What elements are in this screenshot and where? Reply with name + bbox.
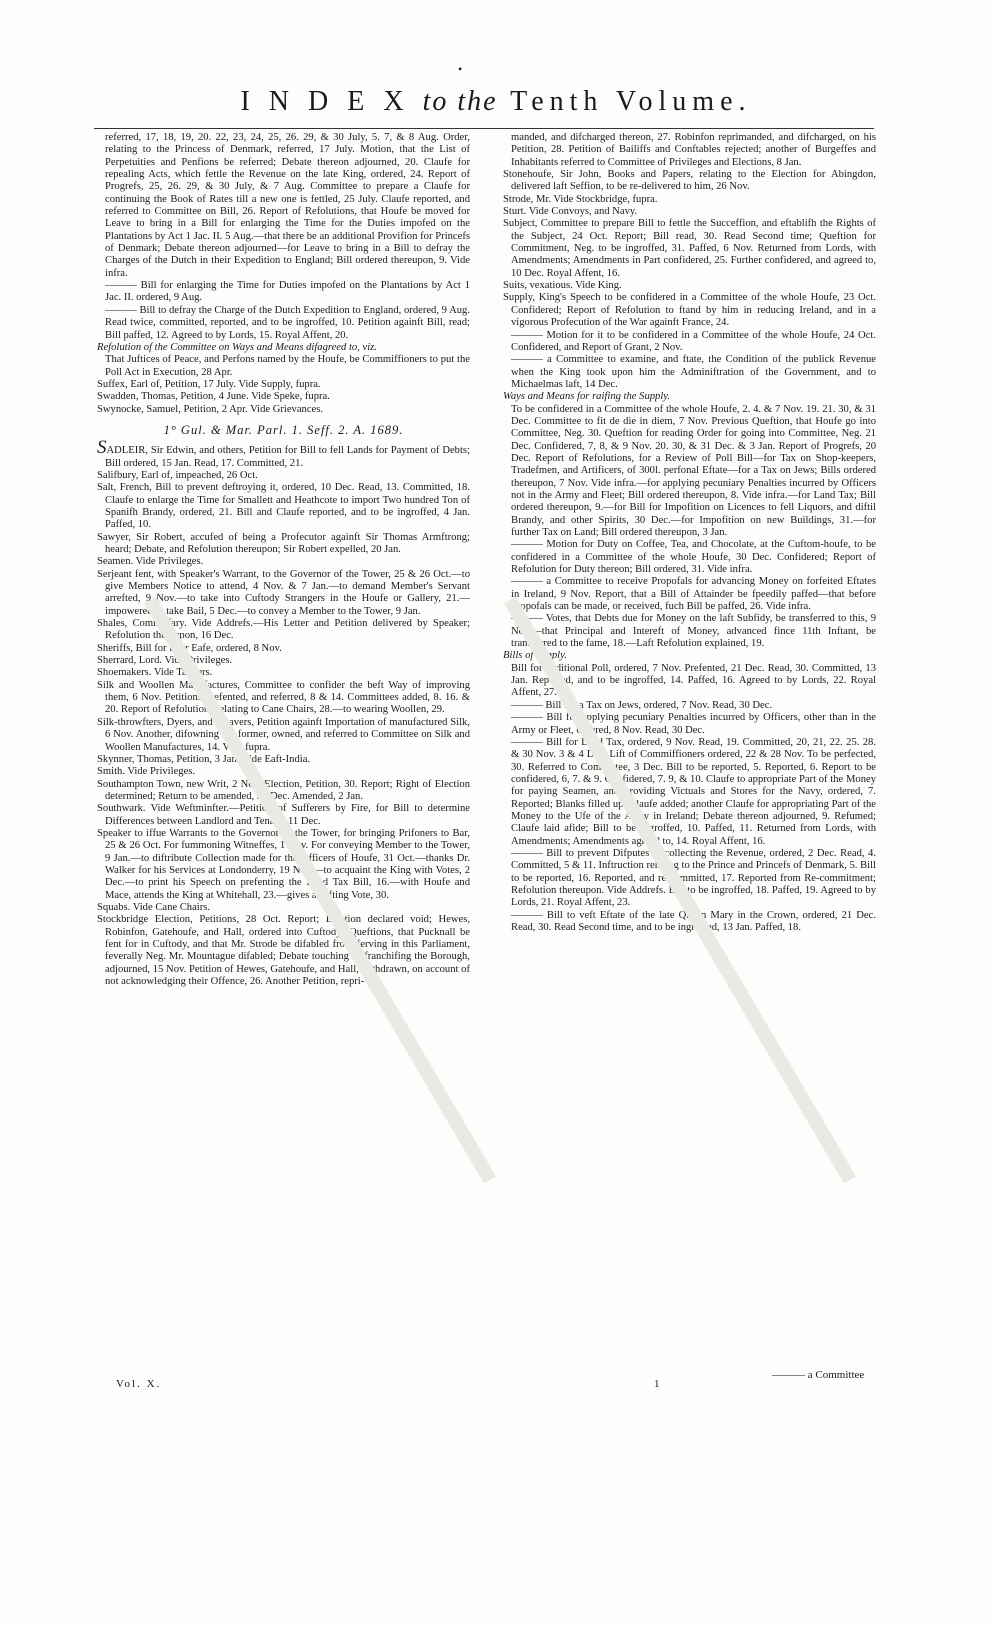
index-entry: Stonehoufe, Sir John, Books and Papers, relating to the Election for Abingdon, delivered laft Seffion, to be re-delivered to him, 26 Nov. (503, 169, 876, 193)
index-entry: ——— Motion for Duty on Coffee, Tea, and Chocolate, at the Cuftom-houfe, to be confidered in a Committee of the whole Houfe, 30 Dec. Confidered; Report of Refolution for Duty thereon; Bill ordered, 31. Vide infra. (511, 539, 876, 576)
index-entry: Suits, vexatious. Vide King. (503, 280, 622, 292)
index-entry: ——— Bill to veft Eftate of the late Queen Mary in the Crown, ordered, 21 Dec. Read, 30. Read Second time, and to be ingroffed, 13 Jan. Paffed, 18. (511, 909, 876, 933)
index-entry: manded, and difcharged thereon, 27. Robinfon reprimanded, and difcharged, on his Petition, 28. Petition of Bailiffs and Conftables rejected; another of Burgeffes and Inhabitants referred to Committee of Privileges and Elections, 8 Jan. (511, 132, 876, 168)
index-entry: ——— Bill for Land Tax, ordered, 9 Nov. Read, 19. Committed, 20, 21, 22. 25. 28. & 30 Nov. 3 & 4 Dec. Lift of Commiffioners ordered, 22 & 28 Nov. To be perfected, 30. Referred to Committee, 3 Dec. Bill to be reported, 5. Reported, 6. Report to be confidered, 6, 7. & 9. Confidered, 7. 9, & 10. Claufe to appropriate Part of the Money for paying Seamen, and providing Victuals and Stores for the Navy, ordered, 7. Reported; Blanks filled up; Claufe added; another Claufe for appropriating Part of the Money to the Ufe of the Army in Ireland; Debate thereon adjourned, 9. Refumed; Claufe laid afide; Bill to be ingroffed, 10. Paffed, 11. Returned from Lords, with Amendments; Amendments agreed to, 14. Royal Affent, 16. (511, 736, 876, 847)
index-entry: Swadden, Thomas, Petition, 4 June. Vide Speke, fupra. (97, 391, 330, 403)
index-entry: ——— a Committee to examine, and ftate, the Condition of the publick Revenue when the King took upon him the Adminiftration of the Government, and to Michaelmas laft, 14 Dec. (511, 354, 876, 390)
index-entry: Southwark. Vide Weftminfter.—Petition of Sufferers by Fire, for Bill to determine Differences between Landlord and Tenant, 11 Dec. (97, 803, 470, 827)
index-entry: Salt, French, Bill to prevent deftroying it, ordered, 10 Dec. Read, 13. Committed, 18. Claufe to enlarge the Time for Smallett and Heathcote to import Two hundred Ton of Spanifh Brandy, ordered, 21. Bill and Claufe reported, and to be ingroffed, 4 Jan. Paffed, 10. (97, 482, 470, 531)
right-column (503, 132, 876, 934)
index-entry: ——— Bill for applying pecuniary Penalties incurred by Officers, other than in the Army or Fleet, ordered, 8 Nov. Read, 30 Dec. (511, 712, 876, 736)
index-entry: ——— Votes, that Debts due for Money on the laft Subfidy, be transferred to this, 9 Nov.—that Principal and Intereft of Money, advanced fince 11th Inftant, be transferred to the fame, 18.—Laft Refolution explained, 19. (511, 613, 876, 650)
index-entry: Squabs. Vide Cane Chairs. (97, 901, 211, 913)
index-entry-text: ADLEIR, Sir Edwin, and others, Petition for Bill to fell Lands for Payment of Debts; Bill ordered, 15 Jan. Read, 17. Committed, 21. (105, 445, 470, 469)
index-entry: ——— Bill for a Tax on Jews, ordered, 7 Nov. Read, 30 Dec. (511, 699, 773, 711)
header-rule (94, 128, 874, 129)
index-entry: Sturt. Vide Convoys, and Navy. (503, 206, 638, 218)
index-entry: Silk-throwfters, Dyers, and Weavers, Petition againft Importation of manufactured Silk, 6 Nov. Another, difowning the former, owned, and referred to Committee on Silk and Woollen Manufactures, 14. Vide fupra. (97, 716, 470, 753)
index-entry: Supply, King's Speech to be confidered in a Committee of the whole Houfe, 23 Oct. Confidered; Report of Refolution to ftand by him in reducing Ireland, and in a vigorous Profecution of the War againft France, 24. (503, 292, 876, 329)
index-entry: ——— Bill for enlarging the Time for Duties impofed on the Plantations by Act 1 Jac. II. ordered, 9 Aug. (105, 280, 470, 304)
index-entry: That Juftices of Peace, and Perfons named by the Houfe, be Commiffioners to put the Poll Act in Execution, 28 Apr. (105, 354, 470, 378)
index-entry: Subject, Committee to prepare Bill to fettle the Succeffion, and eftablifh the Rights of the Subject, 24 Oct. Report; Bill read, 30. Read Second time; Queftion for Commitment, Neg. to be ingroffed, 31. Paffed, 6 Nov. Returned from Lords, with Amendments; Amendments in Part confidered, 25. Further confidered, and agreed to, 10 Dec. Royal Affent, 16. (503, 218, 876, 279)
page-mark: • (458, 62, 463, 76)
index-entry: Swynocke, Samuel, Petition, 2 Apr. Vide Grievances. (97, 403, 324, 415)
signature-mark: 1 (654, 1378, 660, 1390)
page-title (0, 86, 992, 118)
index-entry: Speaker to iffue Warrants to the Governor of the Tower, for bringing Prifoners to Bar, 25 & 26 Oct. For fummoning Witneffes, 1 Nov. For conveying Member to the Tower, 9 Jan.—to diftribute Collection made for the Officers of Houfe, 31 Oct.—thanks Dr. Walker for his Services at Londonderry, 19 Nov.—to acquaint the King with Votes, 2 Dec.—to print his Speech on prefenting the Land Tax Bill, 16.—with Houfe and Mace, attends the King at Whitehall, 23.—gives a cafting Vote, 30. (97, 827, 470, 901)
index-entry: Silk and Woollen Manufactures, Committee to confider the beft Way of improving them, 6 Nov. Petitions prefented, and referred, 8 & 14. Committees added, 8. 16. & 20. Report of Refolutions relating to Cane Chairs, 28.—to wearing Woollen, 29. (97, 679, 470, 716)
catchword: ——— a Committee (772, 1369, 865, 1381)
index-entry: Refolution of the Committee on Ways and Means difagreed to, viz. (97, 341, 377, 353)
index-entry: Bill for additional Poll, ordered, 7 Nov. Prefented, 21 Dec. Read, 30. Committed, 13 Jan. Reported, and to be ingroffed, 14. Paffed, 16. Agreed to by Lords, 22. Royal Affent, 27. (511, 662, 876, 699)
index-entry: Serjeant fent, with Speaker's Warrant, to the Governor of the Tower, 25 & 26 Oct.—to give Members Notice to attend, 4 Nov. & 7 Jan.—to demand Member's Servant arrefted, 9 Nov.—to take into Cuftody Strangers in the Houfe or Gallery, 21.—impowered to take Bail, 5 Dec.—to convey a Member to the Tower, 9 Jan. (97, 568, 470, 617)
index-entry: ——— Bill to prevent Difputes in collecting the Revenue, ordered, 2 Dec. Read, 4. Committed, 5 & 11. Inftruction relating to the Prince and Princefs of Denmark, 5. Bill to be reported, 16. Reported, and re-committed, 17. Reported from Re-commitment; Refolution thereupon. Vide Addrefs. Bill to be ingroffed, 18. Paffed, 19. Agreed to by Lords, 21. Royal Affent, 23. (511, 847, 876, 909)
index-entry: Shoemakers. Vide Tanners. (97, 667, 213, 679)
index-entry: Skynner, Thomas, Petition, 3 Jan. Vide Eaft-India. (97, 753, 311, 765)
index-entry: Suffex, Earl of, Petition, 17 July. Vide Supply, fupra. (97, 378, 321, 390)
index-entry: Sheriffs, Bill for their Eafe, ordered, 8 Nov. (97, 642, 282, 654)
index-entry: Seamen. Vide Privileges. (97, 556, 204, 568)
title-volume: Tenth Volume. (510, 86, 752, 117)
index-entry: ——— a Committee to receive Propofals for advancing Money on forfeited Eftates in Ireland, 9 Nov. Report, that a Bill of Attainder be fpeedily paffed—that before Propofals can be made, or received, fuch Bill be paffed, 26. Vide infra. (511, 576, 876, 613)
index-entry: Smith. Vide Privileges. (97, 766, 196, 778)
index-entry: ——— Bill to defray the Charge of the Dutch Expedition to England, ordered, 9 Aug. Read twice, committed, reported, and to be ingroffed, 10. Petition againft Bill, read; Bill paffed, 12. Agreed to by Lords, 15. Royal Affent, 20. (105, 304, 470, 341)
index-entry (97, 437, 470, 470)
title-index: I N D E X (240, 86, 410, 117)
drop-capital: S (97, 437, 107, 459)
index-entry: Salifbury, Earl of, impeached, 26 Oct. (97, 469, 258, 481)
index-entry: Stockbridge Election, Petitions, 28 Oct. Report; Election declared void; Hewes, Robinfon, Gatehoufe, and Hall, ordered into Cuftody; Queftions, that Pucknall be fent for in Cuftody, and that Mr. Strode be difabled from ferving in this Parliament, feverally Neg. Mr. Mountague difabled; Debate touching disfranchifing the Borough, adjourned, 15 Nov. Petition of Hewes, Gatehoufe, and Hall, withdrawn, on account of not acknowledging their Offence, 26. Another Petition, repri- (97, 914, 470, 988)
index-entry: Ways and Means for raifing the Supply. (503, 391, 671, 403)
index-entry: Bills of Supply. (503, 650, 567, 662)
index-entry: ——— Motion for it to be confidered in a Committee of the whole Houfe, 24 Oct. Confidered, and Report of Grant, 2 Nov. (511, 329, 876, 353)
session-heading: 1° Gul. & Mar. Parl. 1. Seff. 2. A. 1689. (163, 422, 404, 437)
index-entry: Sherrard, Lord. Vide Privileges. (97, 655, 233, 667)
title-to-the: to the (422, 86, 498, 117)
index-entry: Sawyer, Sir Robert, accufed of being a Profecutor againft Sir Thomas Armftrong; heard; Debate, and Refolution thereupon; Sir Robert expelled, 20 Jan. (97, 531, 470, 555)
volume-footer: Vol. X. (116, 1378, 162, 1390)
index-entry: Shales, Commiffary. Vide Addrefs.—His Letter and Petition delivered by Speaker; Refolution thereupon, 16 Dec. (97, 618, 470, 642)
index-entry: Southampton Town, new Writ, 2 Nov. Election, Petition, 30. Report; Right of Election determined; Return to be amended, 31 Dec. Amended, 2 Jan. (97, 778, 470, 802)
index-entry: To be confidered in a Committee of the whole Houfe, 2. 4. & 7 Nov. 19. 21. 30, & 31 Dec. Committee to fit de die in diem, 7 Nov. Previous Queftion, that Houfe go into Committee, Neg. 30. Queftion for reading Order for going into Committee, Neg. 21 Dec. Confidered, 7, 8, & 9 Nov. 20. 30, & 31 Dec. & 3 Jan. Report of Progrefs, 20 Dec. Report of Refolutions, for a Review of Poll Bill—for Tax on Shop-keepers, Tradefmen, and Artificers, of 300l. perfonal Eftate—for a Tax on Jews; Bills ordered thereupon, 7 Nov. Vide infra.—for applying pecuniary Penalties incurred by Officers not in the Army and Fleet; Bill ordered thereupon, 8. Vide infra.—for Land Tax; Bill ordered thereupon, 9.—for Bill for Impofition on Licences to fell Liquors, and diftil Brandy, and other Spirits, 30 Dec.—for Impofition on new Buildings, 31.—for further Tax on Land; Bill ordered thereupon, 3 Jan. (511, 403, 876, 538)
index-entry: referred, 17, 18, 19, 20. 22, 23, 24, 25, 26. 29, & 30 July, 5. 7, & 8 Aug. Order, relating to the Princess of Denmark, referred, 17 July. Motion, that the List of Perpetuities and Penfions be referred; Debate thereon adjourned, 20. Claufe for repealing Acts, which fettle the Revenue on the late King, ordered, 24. Report of Progrefs, 25, 26. 29, & 30 July, & 7 Aug. Committee to prepare a Claufe for continuing the Book of Rates till a new one is fettled, 25 July. Claufe reported, and referred to Committee on Bill, 26. Report of Refolutions, that Houfe be moved for Leave to bring in a Bill for enlarging the Time for the Duties impofed on the Plantations by Act 1 Jac. II. 5 Aug.—that there be an additional Provifion for Princefs of Denmark; Debate thereon adjourned—for Leave to bring in a Bill to defray the Charges of the Dutch in their Expedition to England; Bill ordered thereupon, 9. Vide infra. (105, 132, 470, 279)
left-column (97, 132, 470, 988)
index-entry: Strode, Mr. Vide Stockbridge, fupra. (503, 193, 658, 205)
